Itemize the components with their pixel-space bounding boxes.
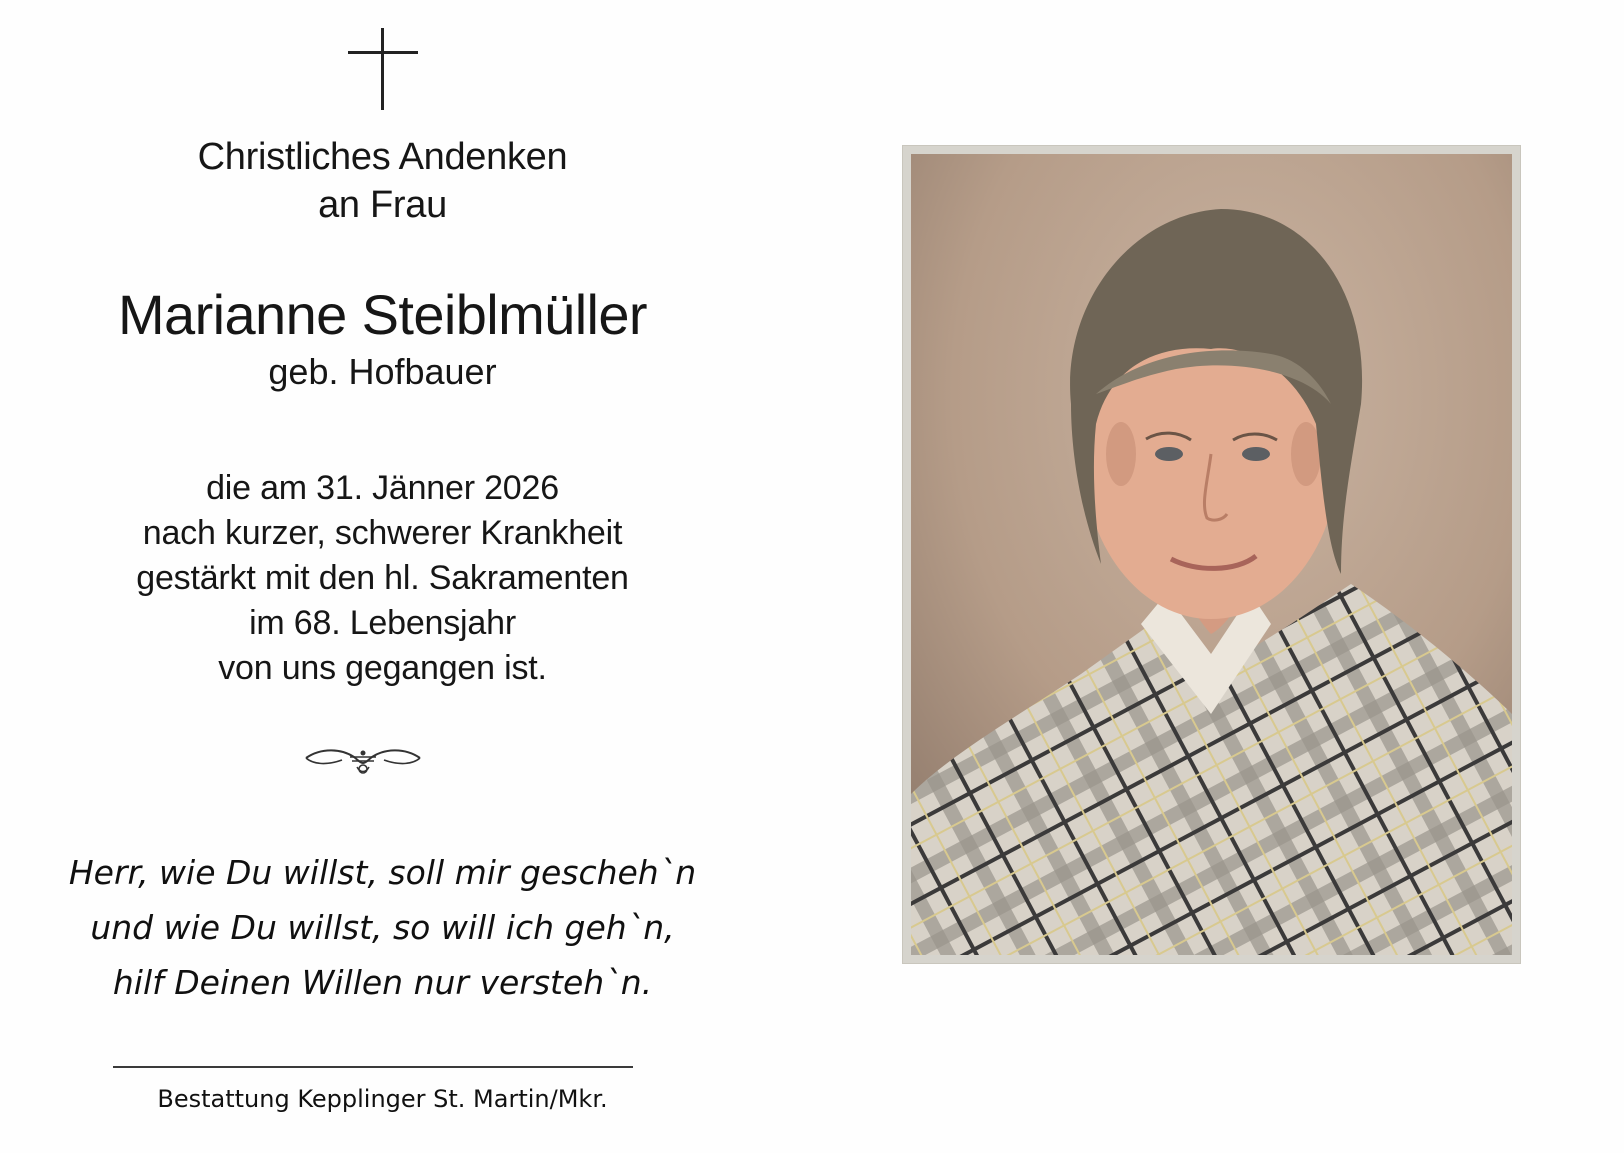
heading-line: Christliches Andenken: [197, 136, 568, 178]
portrait-photo: [911, 154, 1512, 955]
verse: [30, 845, 735, 1010]
maiden-name: geb. Hofbauer: [268, 351, 497, 392]
cross-icon: [348, 28, 418, 110]
flourish-ornament-icon: [302, 743, 424, 777]
verse-line: hilf Deinen Willen nur versteh`n.: [112, 963, 653, 1002]
memorial-heading: [30, 133, 735, 229]
death-details: [30, 466, 735, 691]
heading-line: an Frau: [318, 184, 447, 226]
verse-line: Herr, wie Du willst, soll mir gescheh`n: [68, 853, 697, 892]
details-line: von uns gegangen ist.: [218, 649, 547, 687]
divider-line: [113, 1066, 633, 1068]
details-line: die am 31. Jänner 2026: [206, 469, 559, 507]
verse-line: und wie Du willst, so will ich geh`n,: [90, 908, 675, 947]
deceased-name: Marianne Steiblmüller: [118, 283, 647, 346]
portrait-frame: [902, 145, 1521, 964]
undertaker-name: Bestattung Kepplinger St. Martin/Mkr.: [157, 1085, 608, 1113]
details-line: gestärkt mit den hl. Sakramenten: [136, 559, 629, 597]
details-line: im 68. Lebensjahr: [249, 604, 516, 642]
details-line: nach kurzer, schwerer Krankheit: [142, 514, 623, 552]
